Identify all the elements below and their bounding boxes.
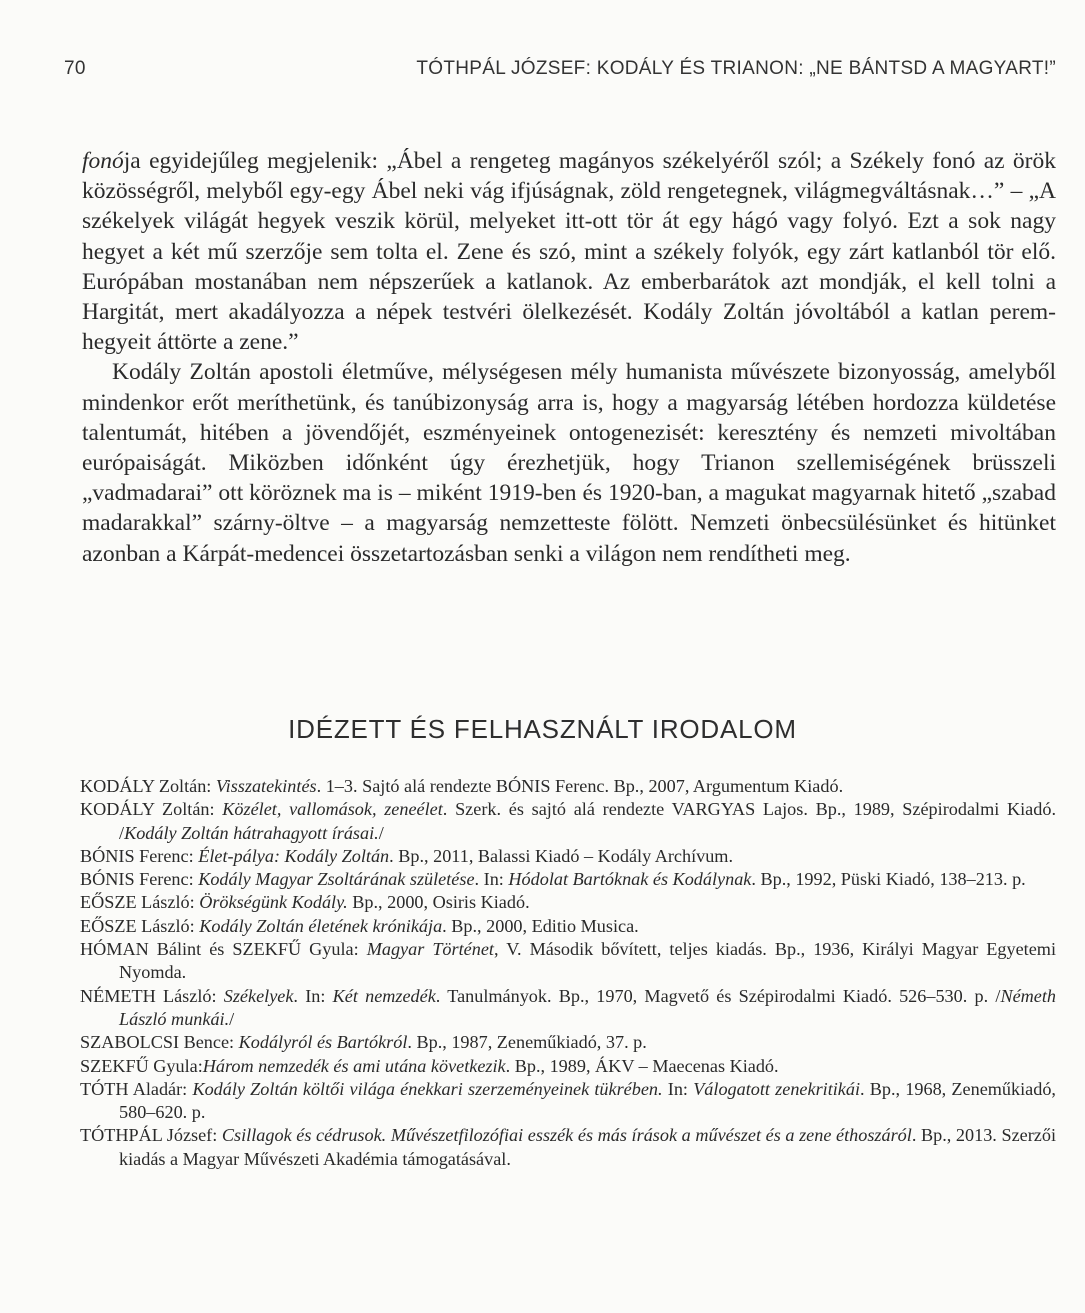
text-run: SZABOLCSI Bence:	[80, 1032, 239, 1053]
text-run: . Bp., 1992, Püski Kiadó, 138–213. p.	[751, 869, 1026, 890]
italic-title: Magyar Történet	[366, 939, 494, 960]
italic-title: Hódolat Bartóknak és Kodálynak	[508, 869, 752, 890]
italic-title: Kodály Magyar Zsoltárának születése	[198, 869, 475, 890]
text-run: , V. Második bővített, teljes kiadás. Bp., 1936, Királyi Magyar Egyetemi Nyomda.	[119, 939, 1056, 983]
text-run: /	[378, 822, 384, 843]
italic-title: Három nemzedék és ami utána következik	[202, 1055, 506, 1076]
bibliography-entry	[80, 1055, 1056, 1078]
italic-title: fonó	[82, 148, 124, 174]
italic-title: Németh László munkái.	[119, 985, 1056, 1029]
text-run: In:	[662, 1078, 694, 1099]
text-run: TÓTH Aladár:	[80, 1078, 193, 1099]
running-header	[64, 58, 1056, 90]
bibliography-entry	[80, 915, 1056, 938]
text-run: . Bp., 1987, Zeneműkiadó, 37. p.	[407, 1032, 647, 1053]
text-run: . Bp., 2011, Balassi Kiadó – Kodály Archívum.	[389, 845, 734, 866]
bibliography-list	[80, 775, 1056, 1171]
italic-title: Közélet, vallomások, zeneélet	[222, 799, 443, 820]
bibliography-entry	[80, 775, 1056, 798]
bibliography-heading: IDÉZETT ÉS FELHASZNÁLT IRODALOM	[288, 714, 797, 744]
text-run: EŐSZE László:	[80, 892, 200, 913]
page-number: 70	[64, 58, 86, 79]
text-run: NÉMETH László:	[80, 985, 224, 1006]
italic-title: Visszatekintés	[215, 776, 317, 796]
text-run: . In:	[293, 985, 333, 1006]
text-run: EŐSZE László:	[80, 915, 200, 936]
text-run: . Szerk. és sajtó alá rendezte VARGYAS Lajos. Bp., 1989, Szépirodalmi Kiadó. /	[119, 799, 1056, 843]
text-run: HÓMAN Bálint és SZEKFŰ Gyula:	[80, 939, 367, 960]
bibliography-entry	[80, 798, 1056, 845]
bibliography-entry	[80, 891, 1056, 914]
text-run: ja egyidejűleg megjelenik: „Ábel a rengeteg magányos székelyéről szól; a Székely fonó az örök közösségről, melyből egy-egy Ábel neki vág ifjúságnak, zöld rengetegnek, világmegváltásnak…” – „A székelyek világát hegyek veszik körül, melyeket itt-ott tör át egy hágó vagy folyó. Ezt a sok nagy hegyet a két mű szerzője sem tolta el. Zene és szó, mint a székely folyók, egy zárt katlanból tör elő. Európában mostanában nem népszerűek a katlanok. Az emberbarátok azt mondják, el kell tolni a Hargitát, mert akadályozza a népek testvéri ölelkezését. Kodály Zoltán jóvoltából a katlan perem-hegyeit áttörte a zene.”	[82, 148, 1056, 356]
italic-title: Kodályról és Bartókról	[238, 1032, 408, 1053]
text-run: BÓNIS Ferenc:	[80, 845, 199, 866]
text-run: . Tanulmányok. Bp., 1970, Magvető és Szépirodalmi Kiadó. 526–530. p. /	[435, 985, 1001, 1006]
bibliography-entry	[80, 1031, 1056, 1054]
italic-title: Élet-pálya: Kodály Zoltán	[198, 845, 390, 866]
text-run: KODÁLY Zoltán:	[80, 776, 216, 796]
italic-title: Kodály Zoltán életének krónikája	[199, 915, 443, 936]
italic-title: Csillagok és cédrusok. Művészetfilozófiai esszék és más írások a művészet és a zene éthoszáról	[221, 1125, 912, 1146]
bibliography-entry	[80, 868, 1056, 891]
text-run: TÓTHPÁL József:	[80, 1125, 222, 1146]
italic-title: Válogatott zenekritikái	[693, 1078, 861, 1099]
italic-title: Örökségünk Kodály.	[199, 892, 348, 913]
bibliography-entry	[80, 1078, 1056, 1125]
paragraph-main: Kodály Zoltán apostoli életműve, mélységesen mély humanista művészete bizonyosság, amelyből mindenkor erőt meríthetünk, és tanúbizonyság arra is, hogy a magyarság létében hordozza küldetése talentumát, hitében a jövendőjét, eszményeinek ontogenezisét: keresztény és nemzeti mivoltában európaiságát. Miközben időnként úgy érezhetjük, hogy Trianon szellemiségének brüsszeli „vadmadarai” ott köröznek ma is – miként 1919-ben és 1920-ban, a magukat magyarnak hitető „szabad madarakkal” szárny-öltve – a magyarság nemzetteste fölött. Nemzeti önbecsülésünket és hitünket azonban a Kárpát-medencei összetartozásban senki a világon nem rendítheti meg.	[82, 359, 1056, 567]
text-run: Bp., 2000, Osiris Kiadó.	[347, 892, 530, 913]
text-run: . Bp., 2013. Szerzői kiadás a Magyar Művészeti Akadémia támogatásával.	[119, 1125, 1056, 1169]
text-run: /	[229, 1008, 235, 1029]
text-run: . Bp., 1968, Zeneműkiadó, 580–620. p.	[119, 1078, 1056, 1123]
italic-title: Két nemzedék	[332, 985, 436, 1006]
bibliography-entry	[80, 845, 1056, 868]
body-text	[82, 146, 1056, 569]
text-run: . Bp., 2000, Editio Musica.	[442, 915, 639, 936]
italic-title: Kodály Zoltán költői világa énekkari szerzeményeinek tükrében.	[192, 1078, 663, 1099]
bibliography-entry	[80, 938, 1056, 985]
bibliography-entry	[80, 1124, 1056, 1171]
text-run: BÓNIS Ferenc:	[80, 869, 199, 890]
text-run: SZEKFŰ Gyula:	[80, 1055, 203, 1076]
paragraph-quote	[82, 146, 1056, 357]
bibliography-entry	[80, 985, 1056, 1032]
text-run: . In:	[474, 869, 509, 890]
text-run: . 1–3. Sajtó alá rendezte BÓNIS Ferenc. Bp., 2007, Argumentum Kiadó.	[316, 776, 844, 796]
italic-title: Székelyek	[223, 985, 294, 1006]
text-run: KODÁLY Zoltán:	[80, 799, 223, 820]
running-title: TÓTHPÁL JÓZSEF: KODÁLY ÉS TRIANON: „NE BÁNTSD A MAGYART!”	[416, 58, 1056, 79]
italic-title: Kodály Zoltán hátrahagyott írásai.	[124, 822, 379, 843]
text-run: . Bp., 1989, ÁKV – Maecenas Kiadó.	[505, 1055, 779, 1076]
